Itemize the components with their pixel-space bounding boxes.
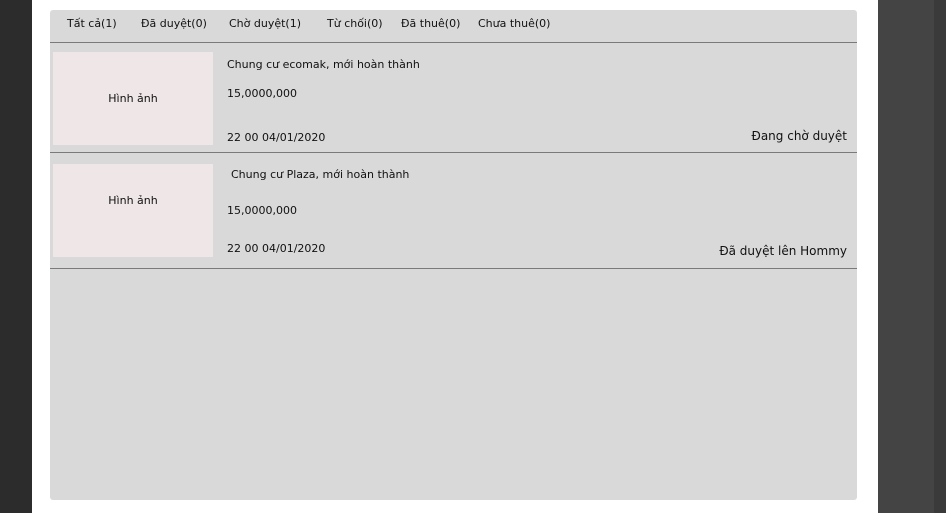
tab-all[interactable]: Tất cả(1) bbox=[67, 17, 117, 30]
listing-datetime: 22 00 04/01/2020 bbox=[227, 131, 326, 144]
tab-rented[interactable]: Đã thuê(0) bbox=[401, 17, 461, 30]
listing-datetime: 22 00 04/01/2020 bbox=[227, 242, 326, 255]
status-tabs bbox=[50, 10, 857, 43]
tab-not-rented[interactable]: Chưa thuê(0) bbox=[478, 17, 551, 30]
tab-rejected[interactable]: Từ chối(0) bbox=[327, 17, 383, 30]
listing-price: 15,0000,000 bbox=[227, 204, 297, 217]
tab-pending[interactable]: Chờ duyệt(1) bbox=[229, 17, 302, 30]
backdrop-edge bbox=[934, 0, 946, 513]
listing-title[interactable]: Chung cư ecomak, mới hoàn thành bbox=[227, 58, 420, 71]
listing-item[interactable] bbox=[50, 43, 857, 153]
listing-item[interactable] bbox=[50, 153, 857, 269]
status-badge: Đang chờ duyệt bbox=[751, 129, 847, 143]
status-badge: Đã duyệt lên Hommy bbox=[719, 244, 847, 258]
listing-panel bbox=[50, 10, 857, 500]
page-container bbox=[32, 0, 878, 513]
thumbnail-label: Hình ảnh bbox=[108, 193, 158, 207]
listing-thumbnail[interactable] bbox=[53, 52, 213, 145]
tab-approved[interactable]: Đã duyệt(0) bbox=[141, 17, 207, 30]
listing-title[interactable]: Chung cư Plaza, mới hoàn thành bbox=[231, 168, 410, 181]
listing-thumbnail[interactable] bbox=[53, 164, 213, 257]
listing-price: 15,0000,000 bbox=[227, 87, 297, 100]
thumbnail-label: Hình ảnh bbox=[108, 92, 158, 105]
